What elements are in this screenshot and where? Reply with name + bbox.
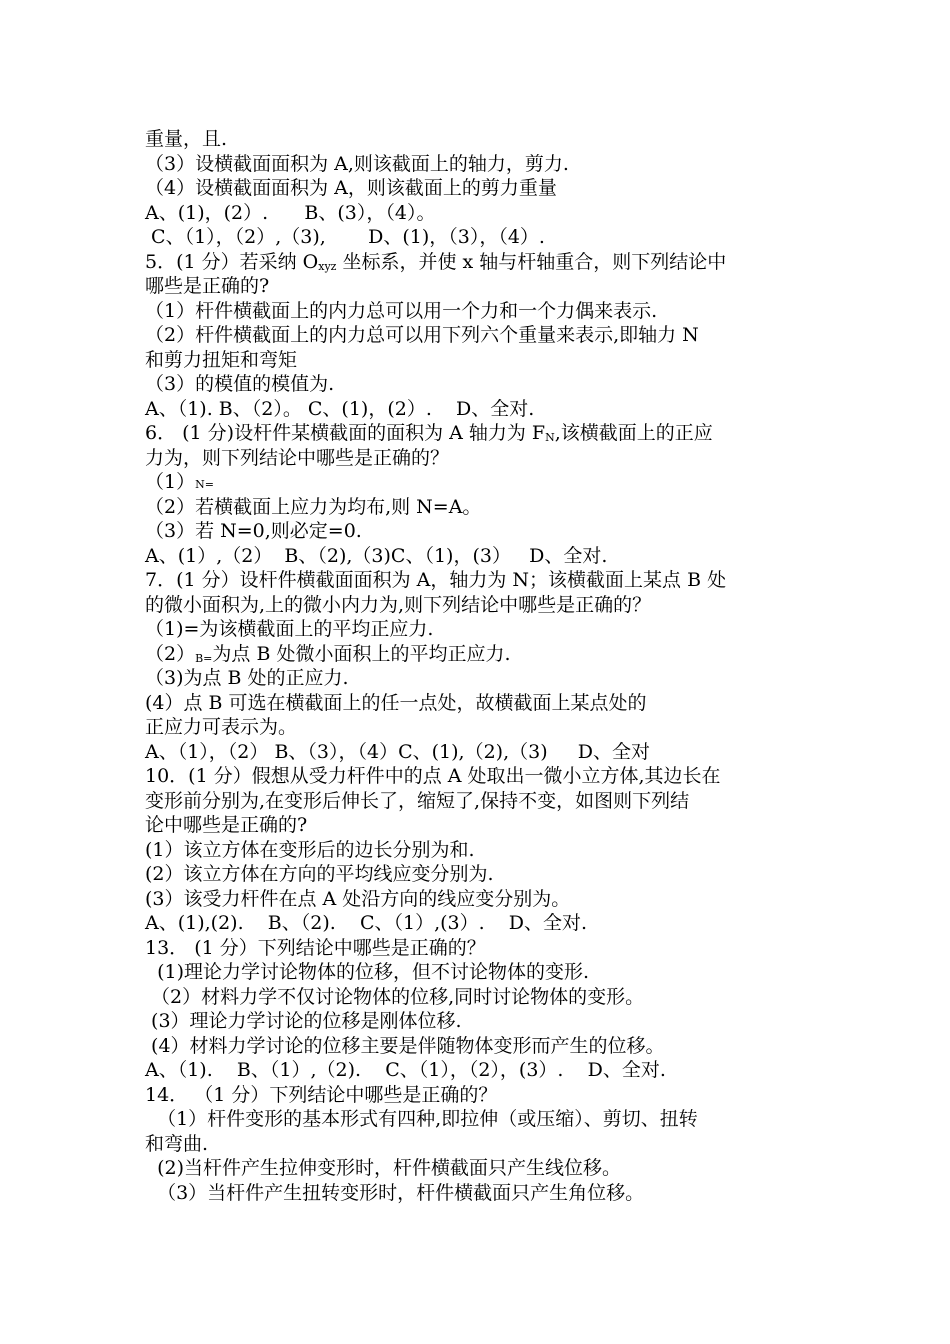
text-line: 哪些是正确的? [145,275,270,297]
text-line: (2)当杆件产生拉伸变形时，杆件横截面只产生线位移。 [145,1157,621,1179]
text-line: 正应力可表示为。 [145,716,298,738]
text-line: (2）该立方体在方向的平均线应变分别为. [145,863,494,885]
text-segment: ,该横截面上的正应 [554,422,713,444]
answer-options-line: A、(1）,（2） B、（2),（3)C、（1)，(3） D、全对. [145,544,608,567]
text-line: （3)为点 B 处的正应力. [145,667,349,689]
text-line: （3）设横截面面积为 A,则该截面上的轴力，剪力. [145,152,569,175]
text-line: （1）杆件横截面上的内力总可以用一个力和一个力偶来表示. [145,299,658,322]
text-line: (3）该受力杆件在点 A 处沿方向的线应变分别为。 [145,887,571,910]
question-7-heading: 7．(1 分）设杆件横截面面积为 A，轴力为 N；该横截面上某点 B 处 [145,569,727,591]
text-line: (4）点 B 可选在横截面上的任一点处，故横截面上某点处的 [145,691,647,714]
small-formula-text: B= [195,651,213,665]
text-line: （3）若 N=0,则必定=0. [145,520,362,542]
text-line: (1）该立方体在变形后的边长分别为和. [145,838,475,861]
text-segment: （2） [145,642,196,665]
text-line: 论中哪些是正确的? [145,814,308,836]
question-5-heading [145,250,810,275]
text-segment: 坐标系，并使 x 轴与杆轴重合，则下列结论中 [336,250,727,273]
text-line: (4）材料力学讨论的位移主要是伴随物体变形而产生的位移。 [145,1034,665,1057]
text-segment: 5．(1 分）若采纳 O [145,250,319,273]
text-segment: 6． (1 分)设杆件某横截面的面积为 A 轴力为 F [145,422,546,444]
text-line: 和弯曲. [145,1132,209,1155]
answer-options-line: A、(1)，(2）. B、(3），（4）。 [145,201,436,224]
text-segment: （1） [145,471,196,493]
text-line: （1）杆件变形的基本形式有四种,即拉伸（或压缩）、剪切、扭转 [145,1108,698,1130]
text-line: (1)理论力学讨论物体的位移，但不讨论物体的变形. [145,961,590,983]
text-segment: 为点 B 处微小面积上的平均正应力. [212,642,511,665]
text-line: 力为，则下列结论中哪些是正确的？ [145,446,450,469]
small-formula-text: N= [195,478,214,491]
text-line: （4）设横截面面积为 A，则该截面上的剪力重量 [145,177,557,199]
answer-options-line: A、（1). B、（1）,（2). C、（1），（2），(3）. D、全对. [145,1059,666,1081]
text-line: （2）若横截面上应力为均布,则 N=A。 [145,495,482,518]
answer-options-line: A、（1). B、（2）。 C、(1)，(2）. D、全对. [145,397,535,420]
text-line: （3）的模值的模值为. [145,373,335,395]
text-line [145,470,810,495]
text-line [145,642,810,667]
question-14-heading: 14． （1 分）下列结论中哪些是正确的？ [145,1083,498,1106]
subscript-text: xyz [318,259,337,273]
text-line: （1)=为该横截面上的平均正应力. [145,618,434,640]
document-body [145,127,810,1205]
text-line: 变形前分别为,在变形后伸长了，缩短了,保持不变，如图则下列结 [145,789,690,812]
text-line: (3）理论力学讨论的位移是刚体位移. [145,1010,462,1032]
question-10-heading: 10．(1 分）假想从受力杆件中的点 A 处取出一微小立方体,其边长在 [145,765,721,787]
answer-options-line: A、（1），（2） B、（3），（4）C、(1),（2),（3) D、全对 [145,740,651,763]
text-line: 重量，且. [145,128,228,150]
text-line: （2）材料力学不仅讨论物体的位移,同时讨论物体的变形。 [145,985,645,1008]
subscript-text: N [545,431,555,444]
text-line: 和剪力扭矩和弯矩 [145,348,298,371]
answer-options-line: A、(1),(2). B、（2). C、（1）,(3）. D、全对. [145,912,588,934]
text-line: 的微小面积为,上的微小内力为,则下列结论中哪些是正确的？ [145,593,652,616]
text-line: （3）当杆件产生扭转变形时，杆件横截面只产生角位移。 [145,1181,645,1204]
text-line: （2）杆件横截面上的内力总可以用下列六个重量来表示,即轴力 N [145,324,699,346]
answer-options-line: C、（1），（2）,（3), D、(1)，（3），（4）. [145,226,545,248]
question-13-heading: 13． (1 分）下列结论中哪些是正确的？ [145,936,486,959]
question-6-heading [145,421,810,446]
